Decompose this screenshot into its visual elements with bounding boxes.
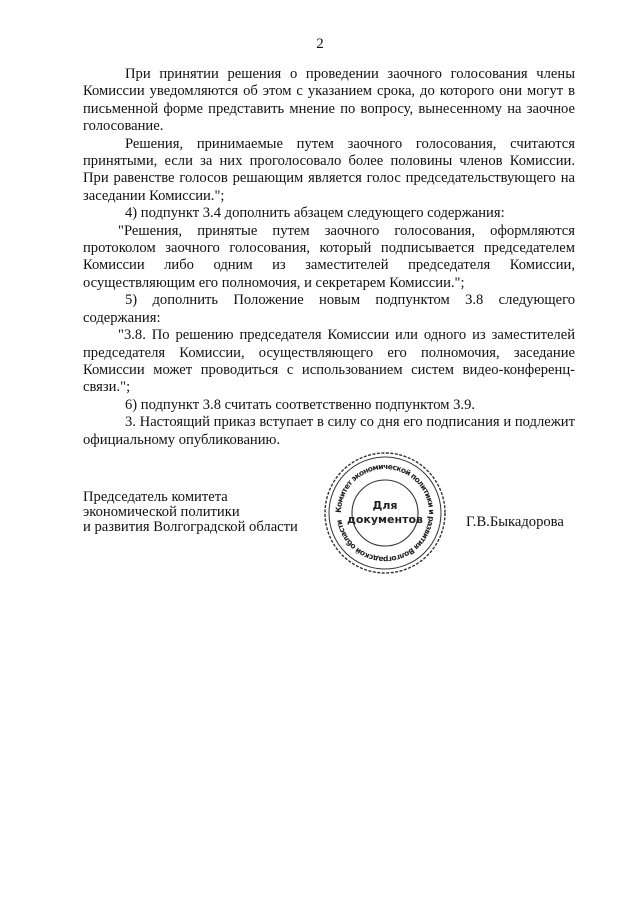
position-line: и развития Волгоградской области (83, 519, 298, 535)
paragraph: 5) дополнить Положение новым подпунктом 3.8 следующего содержания: (83, 292, 575, 326)
signatory-position (83, 490, 298, 535)
paragraph: Решения, принимаемые путем заочного голосования, считаются принятыми, если за них проголосовало более половины членов Комиссии. При равенстве голосов решающим является голос председательствующего на заседании Комиссии."; (83, 135, 575, 204)
position-line: Председатель комитета (83, 489, 228, 505)
page-number: 2 (316, 36, 324, 52)
quoted-paragraph: "Решения, принятые путем заочного голосования, оформляются протоколом заочного голосования, который подписывается председателем Комиссии либо одним из заместителей председателя Комиссии, осуществляющим его полномочия, и секретарем Комиссии."; (83, 222, 575, 291)
seal-ring-text: Комитет экономической политики и развития Волгоградской области (333, 461, 437, 565)
signatory-name: Г.В.Быкадорова (466, 514, 564, 530)
paragraph: 6) подпункт 3.8 считать соответственно подпунктом 3.9. (125, 396, 476, 413)
paragraph: При принятии решения о проведении заочного голосования члены Комиссии уведомляются об этом с указанием срока, до которого они могут в письменной форме представить мнение по вопросу, вынесенному на заочное голосование. (83, 66, 575, 135)
paragraph: 4) подпункт 3.4 дополнить абзацем следующего содержания: (125, 205, 505, 222)
position-line: экономической политики (83, 504, 240, 520)
quoted-paragraph: "3.8. По решению председателя Комиссии или одного из заместителей председателя Комиссии, осуществляющего его полномочия, заседание Комиссии может проводиться с использованием систем видео-конференц-связи."; (83, 327, 575, 396)
official-seal (320, 448, 450, 578)
paragraph: 3. Настоящий приказ вступает в силу со дня его подписания и подлежит официальному опубликованию. (83, 414, 575, 448)
seal-center-line: Для (372, 499, 398, 512)
seal-center-line: документов (346, 513, 424, 526)
document-body (83, 66, 575, 449)
